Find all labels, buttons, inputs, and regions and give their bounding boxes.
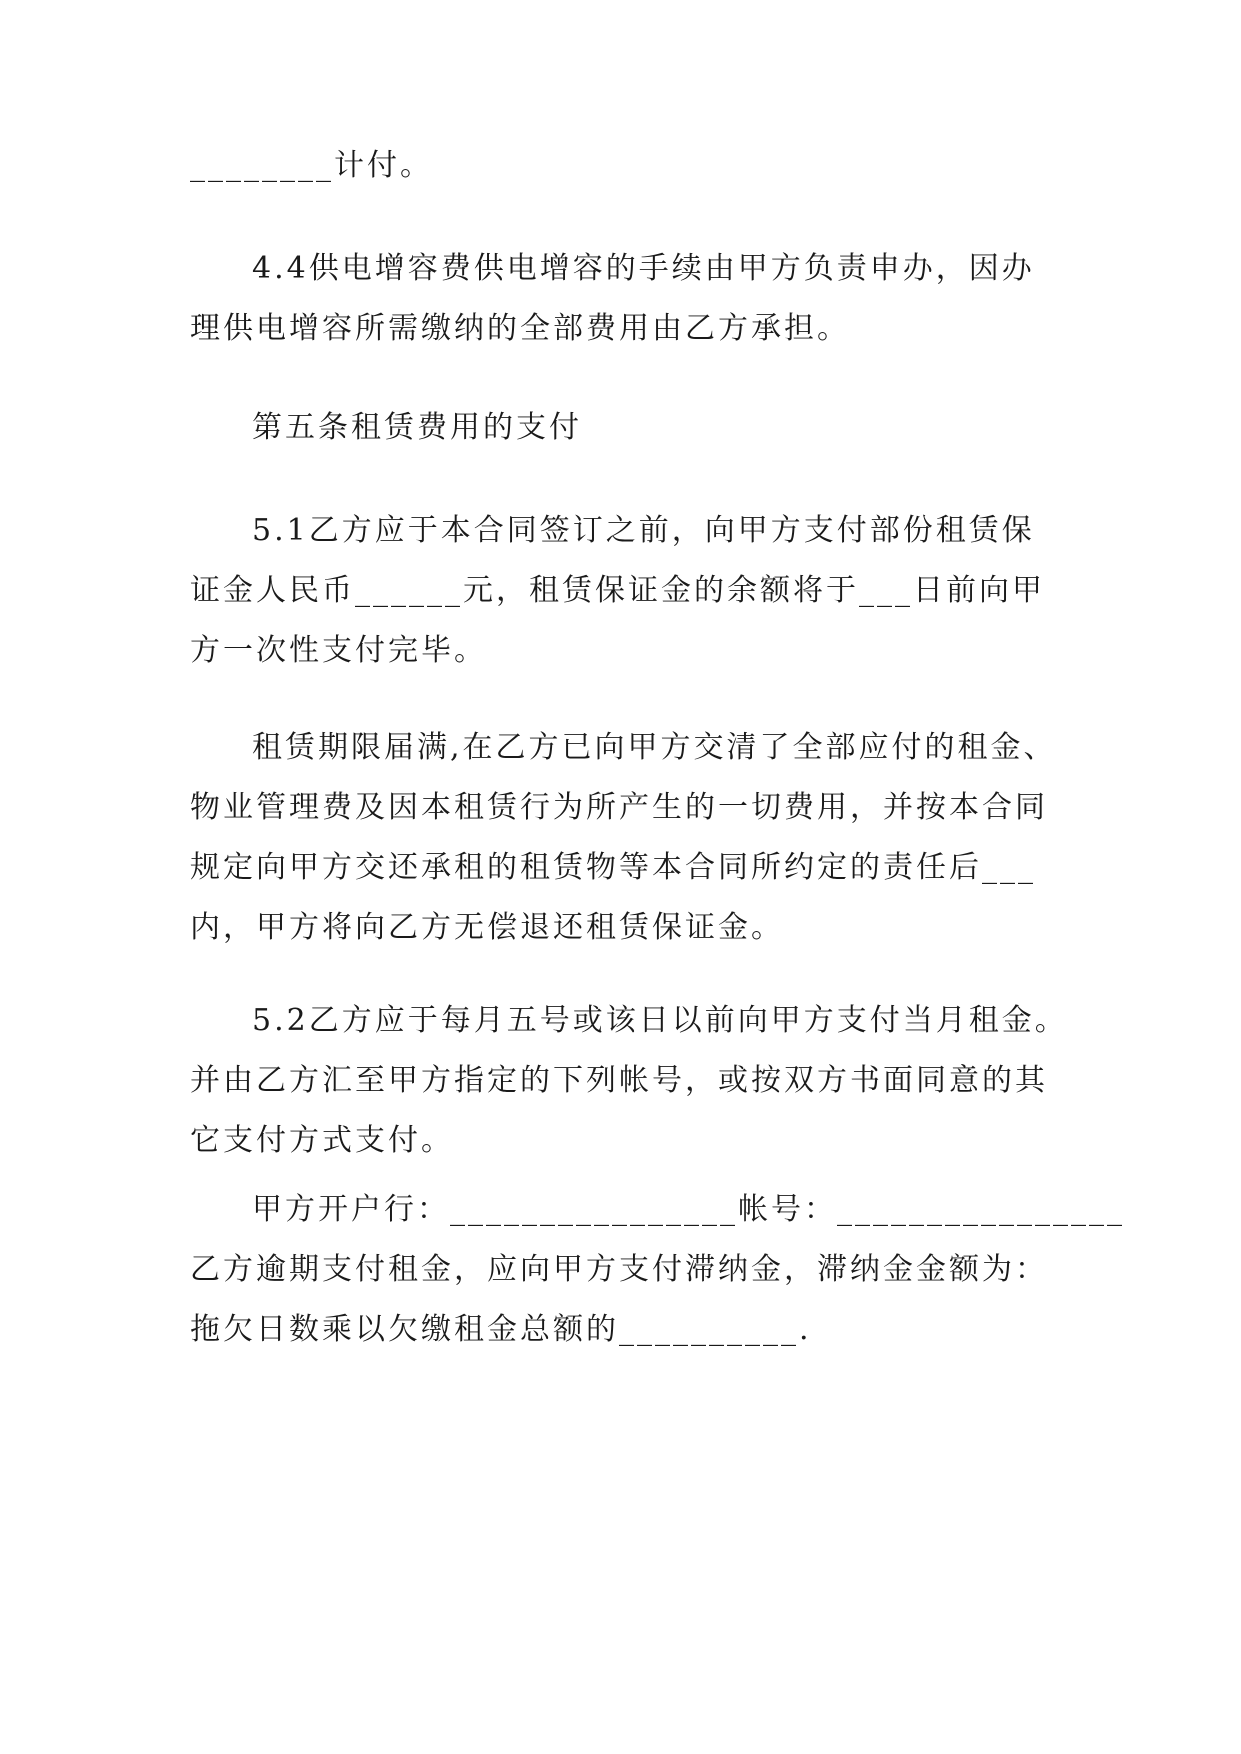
text-line: 理供电增容所需缴纳的全部费用由乙方承担。: [190, 311, 850, 346]
text-line: 物业管理费及因本租赁行为所产生的一切费用，并按本合同: [190, 790, 1048, 825]
text-line: 乙方逾期支付租金，应向甲方支付滞纳金，滞纳金金额为：: [190, 1252, 1048, 1287]
text-line: 4.4供电增容费供电增容的手续由甲方负责申办，因办: [252, 251, 1035, 286]
text-line: 租赁期限届满,在乙方已向甲方交清了全部应付的租金、: [252, 730, 1057, 765]
paragraph-payment-tail: [190, 136, 1052, 196]
text-line: 并由乙方汇至甲方指定的下列帐号，或按双方书面同意的其: [190, 1063, 1048, 1098]
text-line: 方一次性支付完毕。: [190, 633, 487, 668]
paragraph-deposit-refund: [190, 718, 1057, 958]
text-line: 5.2乙方应于每月五号或该日以前向甲方支付当月租金。: [252, 1003, 1068, 1038]
paragraph-5-2-monthly-rent: [190, 991, 1068, 1171]
paragraph-bank-account-late-fee: [190, 1180, 1125, 1360]
section-heading: 第五条租赁费用的支付: [252, 410, 582, 445]
text-line: 它支付方式支付。: [190, 1123, 454, 1158]
text-line: ________计付。: [190, 148, 433, 183]
text-line: 拖欠日数乘以欠缴租金总额的__________.: [190, 1312, 812, 1347]
paragraph-5-1-deposit: [190, 501, 1052, 681]
text-line: 内，甲方将向乙方无偿退还租赁保证金。: [190, 910, 784, 945]
paragraph-4-4-power-capacity: [190, 239, 1052, 359]
text-line: 5.1乙方应于本合同签订之前，向甲方支付部份租赁保: [252, 513, 1035, 548]
heading-article-5: [190, 398, 1052, 458]
text-line: 甲方开户行：________________帐号：________________: [252, 1192, 1125, 1227]
text-line: 规定向甲方交还承租的租赁物等本合同所约定的责任后___: [190, 850, 1036, 885]
text-line: 证金人民币______元，租赁保证金的余额将于___日前向甲: [190, 573, 1045, 608]
